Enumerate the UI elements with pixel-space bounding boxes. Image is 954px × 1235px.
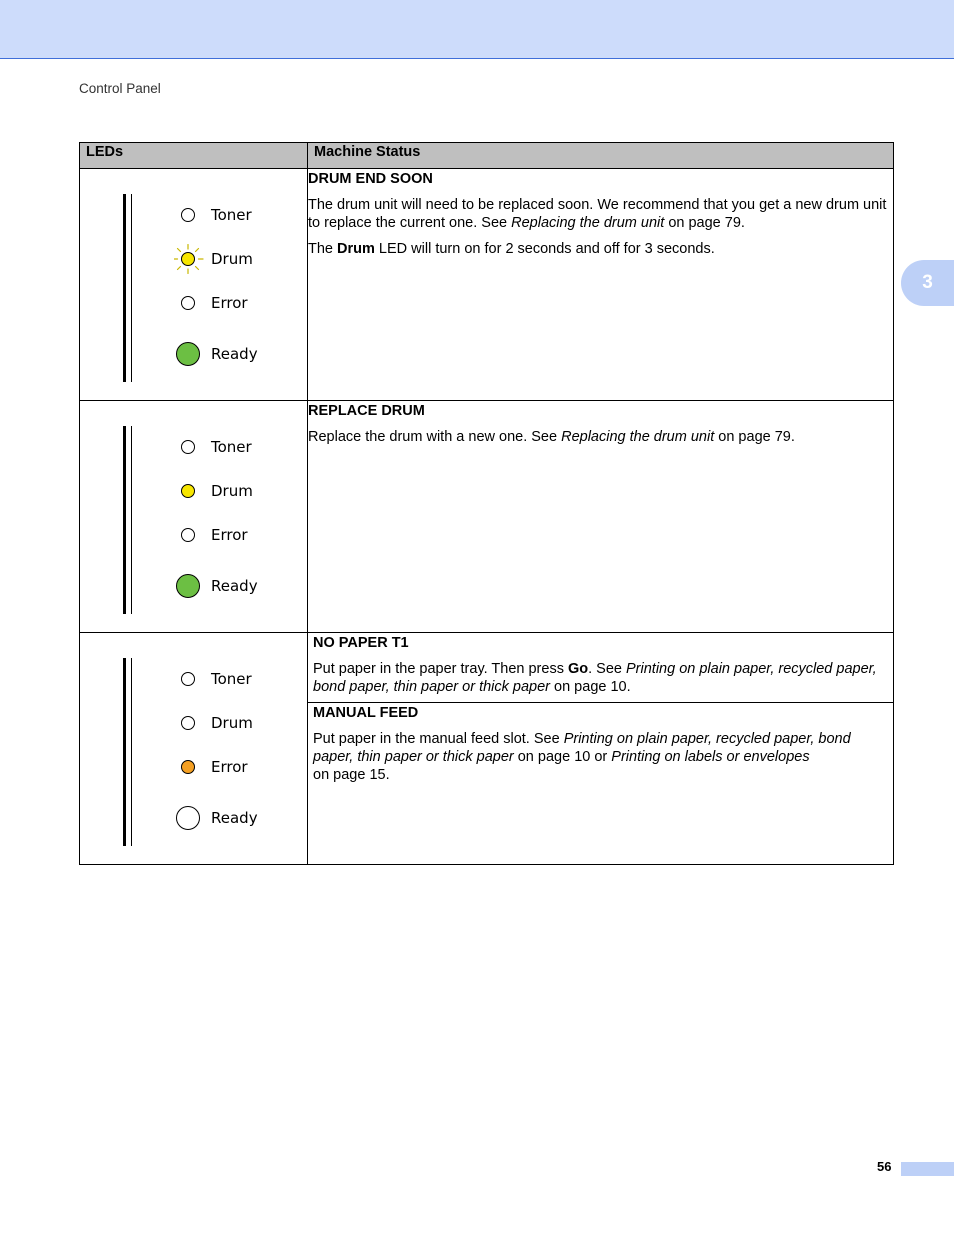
led-error — [174, 520, 390, 550]
status-block — [308, 634, 893, 702]
cross-reference-link: Replacing the drum unit — [511, 215, 665, 231]
led-label: Toner — [211, 670, 252, 688]
status-description: Put paper in the manual feed slot. See Printing on plain paper, recycled paper, bond paper, thin paper or thick paper on page 10 or Printing on labels or envelopes on page 15. — [313, 731, 851, 783]
status-note: The Drum LED will turn on for 2 seconds and off for 3 seconds. — [308, 241, 715, 257]
panel-edge-line — [131, 194, 132, 382]
led-error — [174, 288, 390, 318]
led-ready — [174, 571, 390, 601]
panel-edge-line — [131, 658, 132, 846]
panel-edge-line — [131, 426, 132, 614]
led-label: Drum — [211, 714, 253, 732]
led-off-icon — [181, 716, 195, 730]
status-title: MANUAL FEED — [313, 705, 419, 721]
section-title: Control Panel — [79, 81, 161, 96]
panel-edge-line — [123, 194, 126, 382]
led-label: Drum — [211, 482, 253, 500]
led-on-icon — [181, 760, 195, 774]
column-header-leds: LEDs — [80, 143, 308, 169]
table-row — [80, 633, 894, 865]
led-panel-cell — [80, 169, 308, 401]
led-label: Ready — [211, 345, 258, 363]
status-description: The drum unit will need to be replaced soon. We recommend that you get a new drum unit to replace the current one. See Replacing the drum unit on page 79. — [308, 197, 887, 231]
led-label: Toner — [211, 206, 252, 224]
led-panel-cell — [80, 401, 308, 633]
led-panel-cell — [80, 633, 308, 865]
led-drum — [174, 244, 390, 274]
cross-reference-link: Replacing the drum unit — [561, 429, 715, 445]
status-description: Replace the drum with a new one. See Replacing the drum unit on page 79. — [308, 429, 795, 445]
led-drum — [174, 708, 390, 738]
led-label: Toner — [211, 438, 252, 456]
panel-edge-line — [123, 658, 126, 846]
status-cell — [308, 169, 894, 401]
led-status-table — [79, 142, 894, 865]
led-label: Ready — [211, 577, 258, 595]
led-off-icon — [181, 528, 195, 542]
chapter-tab[interactable]: 3 — [901, 260, 954, 306]
led-ready — [174, 339, 390, 369]
panel-edge-line — [123, 426, 126, 614]
led-off-icon — [181, 440, 195, 454]
led-off-icon — [181, 208, 195, 222]
column-header-status: Machine Status — [308, 143, 894, 169]
table-row — [80, 401, 894, 633]
led-on-icon — [176, 342, 200, 366]
led-drum — [174, 476, 390, 506]
led-on-icon — [181, 484, 195, 498]
led-off-icon — [176, 806, 200, 830]
led-toner — [174, 664, 390, 694]
led-off-icon — [181, 672, 195, 686]
led-label: Ready — [211, 809, 258, 827]
cross-reference-link: Printing on plain paper, recycled paper, bond paper, thin paper or thick paper — [313, 731, 851, 765]
led-off-icon — [181, 296, 195, 310]
led-on-icon — [176, 574, 200, 598]
page-number: 56 — [877, 1159, 892, 1174]
status-block — [308, 702, 893, 790]
led-label: Error — [211, 758, 248, 776]
page-number-bar — [901, 1162, 954, 1176]
led-error — [174, 752, 390, 782]
status-description: Put paper in the paper tray. Then press Go. See Printing on plain paper, recycled paper, bond paper, thin paper or thick paper on page 10. — [313, 661, 877, 695]
led-label: Error — [211, 294, 248, 312]
table-row — [80, 169, 894, 401]
status-cell — [308, 633, 894, 865]
led-label: Error — [211, 526, 248, 544]
led-ready — [174, 803, 390, 833]
status-cell — [308, 401, 894, 633]
status-title: NO PAPER T1 — [313, 635, 409, 651]
cross-reference-link: Printing on labels or envelopes — [611, 749, 810, 765]
led-toner — [174, 432, 390, 462]
header-bar — [0, 0, 954, 59]
cross-reference-link: Printing on plain paper, recycled paper, bond paper, thin paper or thick paper — [313, 661, 877, 695]
led-toner — [174, 200, 390, 230]
status-title: DRUM END SOON — [308, 171, 433, 187]
table-header-row — [80, 143, 894, 169]
led-on-icon — [181, 252, 195, 266]
led-label: Drum — [211, 250, 253, 268]
status-title: REPLACE DRUM — [308, 403, 425, 419]
